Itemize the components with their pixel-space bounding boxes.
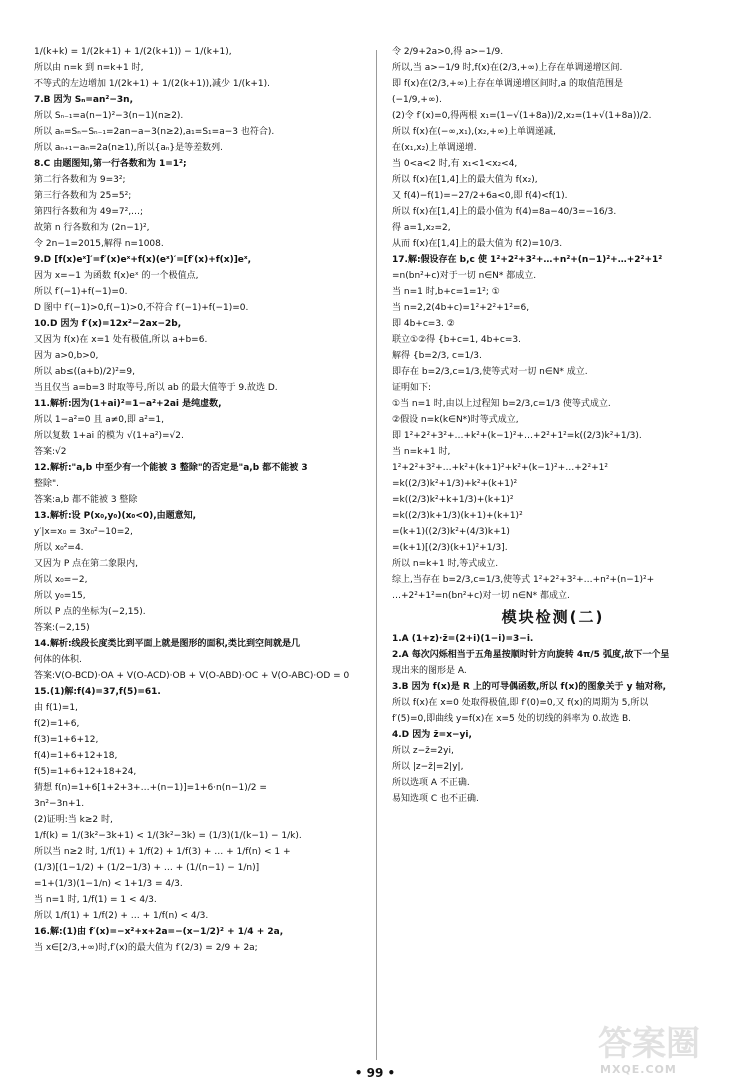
text-line: 所以 f(x)在 x=0 处取得极值,即 f′(0)=0,又 f(x)的周期为 5,所以 — [392, 698, 649, 708]
text-line: 由 f(1)=1, — [34, 703, 78, 713]
right-column-module-test — [392, 631, 714, 807]
text-line: 所以 x₀²=4. — [34, 543, 84, 553]
text-line: 16.解:(1)由 f′(x)=−x²+x+2a=−(x−1/2)² + 1/4 + 2a, — [34, 927, 284, 937]
right-column-solutions — [392, 44, 714, 604]
text-line: 1/(k+k) = 1/(2k+1) + 1/(2(k+1)) − 1/(k+1), — [34, 47, 232, 57]
text-line: 3n²−3n+1. — [34, 799, 85, 809]
text-line: 故第 n 行各数和为 (2n−1)², — [34, 223, 150, 233]
text-line: 答案:a,b 都不能被 3 整除 — [34, 495, 138, 505]
text-line: 现出来的图形是 A. — [392, 666, 467, 676]
text-line: =k((2/3)k+1/3)(k+1)+(k+1)² — [392, 511, 523, 521]
text-line: 所以 aₙ₊₁−aₙ=2a(n≥1),所以{aₙ}是等差数列. — [34, 143, 224, 153]
text-line: 所以 f(x)在[1,4]上的最小值为 f(4)=8a−40/3=−16/3. — [392, 207, 617, 217]
text-line: 8.C 由题图知,第一行各数和为 1=1²; — [34, 159, 187, 169]
text-line: 4.D 因为 z̄=x−yi, — [392, 730, 472, 740]
text-line: (2)证明:当 k≥2 时, — [34, 815, 113, 825]
text-line: …+2²+1²=n(bn²+c)对一切 n∈N* 都成立. — [392, 591, 570, 601]
text-line: 不等式的左边增加 1/(2k+1) + 1/(2(k+1)),减少 1/(k+1). — [34, 79, 270, 89]
text-line: (−1/9,+∞). — [392, 95, 442, 105]
text-line: 所以 Sₙ₋₁=a(n−1)²−3(n−1)(n≥2). — [34, 111, 184, 121]
text-line: 第四行各数和为 49=7²,…; — [34, 207, 144, 217]
text-line: 当 0<a<2 时,有 x₁<1<x₂<4, — [392, 159, 518, 169]
text-line: 综上,当存在 b=2/3,c=1/3,使等式 1²+2²+3²+…+n²+(n−1)²+ — [392, 575, 655, 585]
watermark-url-text: MXQE.COM — [600, 1063, 677, 1076]
text-line: 令 2/9+2a>0,得 a>−1/9. — [392, 47, 504, 57]
text-line: 联立①②得 {b+c=1, 4b+c=3. — [392, 335, 521, 345]
text-line: 又因为 f(x)在 x=1 处有极值,所以 a+b=6. — [34, 335, 208, 345]
text-line: y′|x=x₀ = 3x₀²−10=2, — [34, 527, 133, 537]
text-line: f(4)=1+6+12+18, — [34, 751, 118, 761]
text-line: f′(5)=0,即曲线 y=f(x)在 x=5 处的切线的斜率为 0.故选 B. — [392, 714, 631, 724]
text-line: 所以 ab≤((a+b)/2)²=9, — [34, 367, 135, 377]
text-line: 当 x∈[2/3,+∞)时,f′(x)的最大值为 f′(2/3) = 2/9 + 2a; — [34, 943, 258, 953]
text-line: 所以 f′(−1)+f(−1)=0. — [34, 287, 128, 297]
text-line: 当 n=1 时, 1/f(1) = 1 < 4/3. — [34, 895, 157, 905]
text-line: 因为 x=−1 为函数 f(x)eˣ 的一个极值点, — [34, 271, 199, 281]
text-line: 令 2n−1=2015,解得 n=1008. — [34, 239, 164, 249]
text-line: ②假设 n=k(k∈N*)时等式成立, — [392, 415, 519, 425]
text-line: =(k+1)[(2/3)(k+1)²+1/3]. — [392, 543, 508, 553]
text-line: 又 f(4)−f(1)=−27/2+6a<0,即 f(4)<f(1). — [392, 191, 568, 201]
text-line: 1/f(k) = 1/(3k²−3k+1) < 1/(3k²−3k) = (1/3)(1/(k−1) − 1/k). — [34, 831, 302, 841]
text-line: 答案:(−2,15) — [34, 623, 90, 633]
text-line: 解得 {b=2/3, c=1/3. — [392, 351, 482, 361]
text-line: 因为 a>0,b>0, — [34, 351, 99, 361]
text-line: 所以 aₙ=Sₙ−Sₙ₋₁=2an−a−3(n≥2),a₁=S₁=a−3 也符合). — [34, 127, 275, 137]
text-line: (2)令 f′(x)=0,得两根 x₁=(1−√(1+8a))/2,x₂=(1+√(1+8a))/2. — [392, 111, 652, 121]
text-line: 从而 f(x)在[1,4]上的最大值为 f(2)=10/3. — [392, 239, 563, 249]
text-line: 即 f(x)在(2/3,+∞)上存在单调递增区间时,a 的取值范围是 — [392, 79, 624, 89]
text-line: =k((2/3)k²+1/3)+k²+(k+1)² — [392, 479, 518, 489]
watermark-cn-text: 答案圈 — [598, 1024, 700, 1064]
text-line: 即存在 b=2/3,c=1/3,使等式对一切 n∈N* 成立. — [392, 367, 588, 377]
text-line: f(3)=1+6+12, — [34, 735, 99, 745]
text-line: 即 1²+2²+3²+…+k²+(k−1)²+…+2²+1²=k((2/3)k²+1/3). — [392, 431, 642, 441]
text-line: 17.解:假设存在 b,c 使 1²+2²+3²+…+n²+(n−1)²+…+2²+1² — [392, 255, 663, 265]
text-line: 何体的体积. — [34, 655, 82, 665]
text-line: 所以 y₀=15, — [34, 591, 86, 601]
text-line: 整除". — [34, 479, 60, 489]
text-line: 所以 n=k+1 时,等式成立. — [392, 559, 499, 569]
text-line: f(5)=1+6+12+18+24, — [34, 767, 137, 777]
text-line: 当 n=2,2(4b+c)=1²+2²+1²=6, — [392, 303, 530, 313]
text-line: 3.B 因为 f(x)是 R 上的可导偶函数,所以 f(x)的图象关于 y 轴对称, — [392, 682, 667, 692]
text-line: =1+(1/3)(1−1/n) < 1+1/3 = 4/3. — [34, 879, 183, 889]
text-line: 所以 z−z̄=2yi, — [392, 746, 454, 756]
text-line: 又因为 P 点在第二象限内, — [34, 559, 139, 569]
text-line: 即 4b+c=3. ② — [392, 319, 455, 329]
right-column — [392, 44, 714, 807]
text-line: 所以 1−a²=0 且 a≠0,即 a²=1, — [34, 415, 164, 425]
text-line: 1.A (1+z)·z̄=(2+i)(1−i)=3−i. — [392, 634, 534, 644]
text-line: 答案:V(O-BCD)·OA + V(O-ACD)·OB + V(O-ABD)·OC + V(O-ABC)·OD = 0 — [34, 671, 350, 681]
text-line: 所以复数 1+ai 的模为 √(1+a²)=√2. — [34, 431, 184, 441]
text-line: 当 n=k+1 时, — [392, 447, 451, 457]
text-line: 证明如下: — [392, 383, 432, 393]
text-line: D 图中 f′(−1)>0,f(−1)>0,不符合 f′(−1)+f(−1)=0. — [34, 303, 249, 313]
text-line: 10.D 因为 f′(x)=12x²−2ax−2b, — [34, 319, 182, 329]
text-line: 12.解析:"a,b 中至少有一个能被 3 整除"的否定是"a,b 都不能被 3 — [34, 463, 308, 473]
text-line: 2.A 每次闪烁相当于五角星按顺时针方向旋转 4π/5 弧度,故下一个呈 — [392, 650, 670, 660]
text-line: 15.(1)解:f(4)=37,f(5)=61. — [34, 687, 161, 697]
text-line: 第二行各数和为 9=3²; — [34, 175, 126, 185]
left-column — [34, 44, 364, 956]
text-line: ①当 n=1 时,由以上过程知 b=2/3,c=1/3 使等式成立. — [392, 399, 611, 409]
text-line: 所以 1/f(1) + 1/f(2) + … + 1/f(n) < 4/3. — [34, 911, 209, 921]
text-line: 猜想 f(n)=1+6[1+2+3+…+(n−1)]=1+6·n(n−1)/2 = — [34, 783, 267, 793]
text-line: 所以 f(x)在[1,4]上的最大值为 f(x₂), — [392, 175, 538, 185]
text-line: =k((2/3)k²+k+1/3)+(k+1)² — [392, 495, 514, 505]
text-line: 9.D [f(x)eˣ]′=f′(x)eˣ+f(x)(eˣ)′=[f′(x)+f(x)]eˣ, — [34, 255, 252, 265]
text-line: 易知选项 C 也不正确. — [392, 794, 479, 804]
column-divider — [376, 50, 377, 1060]
text-line: 14.解析:线段长度类比到平面上就是图形的面积,类比到空间就是几 — [34, 639, 300, 649]
text-line: 13.解析:设 P(x₀,y₀)(x₀<0),由题意知, — [34, 511, 197, 521]
text-line: =n(bn²+c)对于一切 n∈N* 都成立. — [392, 271, 537, 281]
text-line: 所以选项 A 不正确. — [392, 778, 470, 788]
text-line: 答案:√2 — [34, 447, 67, 457]
text-line: 当且仅当 a=b=3 时取等号,所以 ab 的最大值等于 9.故选 D. — [34, 383, 278, 393]
text-line: 11.解析:因为(1+ai)²=1−a²+2ai 是纯虚数, — [34, 399, 222, 409]
text-line: f(2)=1+6, — [34, 719, 80, 729]
text-line: 所以,当 a>−1/9 时,f(x)在(2/3,+∞)上存在单调递增区间. — [392, 63, 623, 73]
text-line: 7.B 因为 Sₙ=an²−3n, — [34, 95, 133, 105]
text-line: 所以 f(x)在(−∞,x₁),(x₂,+∞)上单调递减, — [392, 127, 556, 137]
watermark-logo — [590, 1002, 740, 1082]
text-line: 得 a=1,x₂=2, — [392, 223, 451, 233]
section-title: 模块检测(二) — [501, 608, 605, 626]
text-line: 1²+2²+3²+…+k²+(k+1)²+k²+(k−1)²+…+2²+1² — [392, 463, 608, 473]
text-line: 所以 P 点的坐标为(−2,15). — [34, 607, 146, 617]
text-line: 所以当 n≥2 时, 1/f(1) + 1/f(2) + 1/f(3) + … + 1/f(n) < 1 + — [34, 847, 291, 857]
text-line: =(k+1)((2/3)k²+(4/3)k+1) — [392, 527, 510, 537]
text-line: 所以 |z−z̄|=2|y|, — [392, 762, 464, 772]
text-line: (1/3)[(1−1/2) + (1/2−1/3) + … + (1/(n−1) − 1/n)] — [34, 863, 260, 873]
text-line: 在(x₁,x₂)上单调递增. — [392, 143, 477, 153]
page-number: • 99 • — [354, 1066, 396, 1080]
text-line: 所以 x₀=−2, — [34, 575, 88, 585]
text-line: 第三行各数和为 25=5²; — [34, 191, 132, 201]
text-line: 所以由 n=k 到 n=k+1 时, — [34, 63, 144, 73]
text-line: 当 n=1 时,b+c=1=1²; ① — [392, 287, 500, 297]
